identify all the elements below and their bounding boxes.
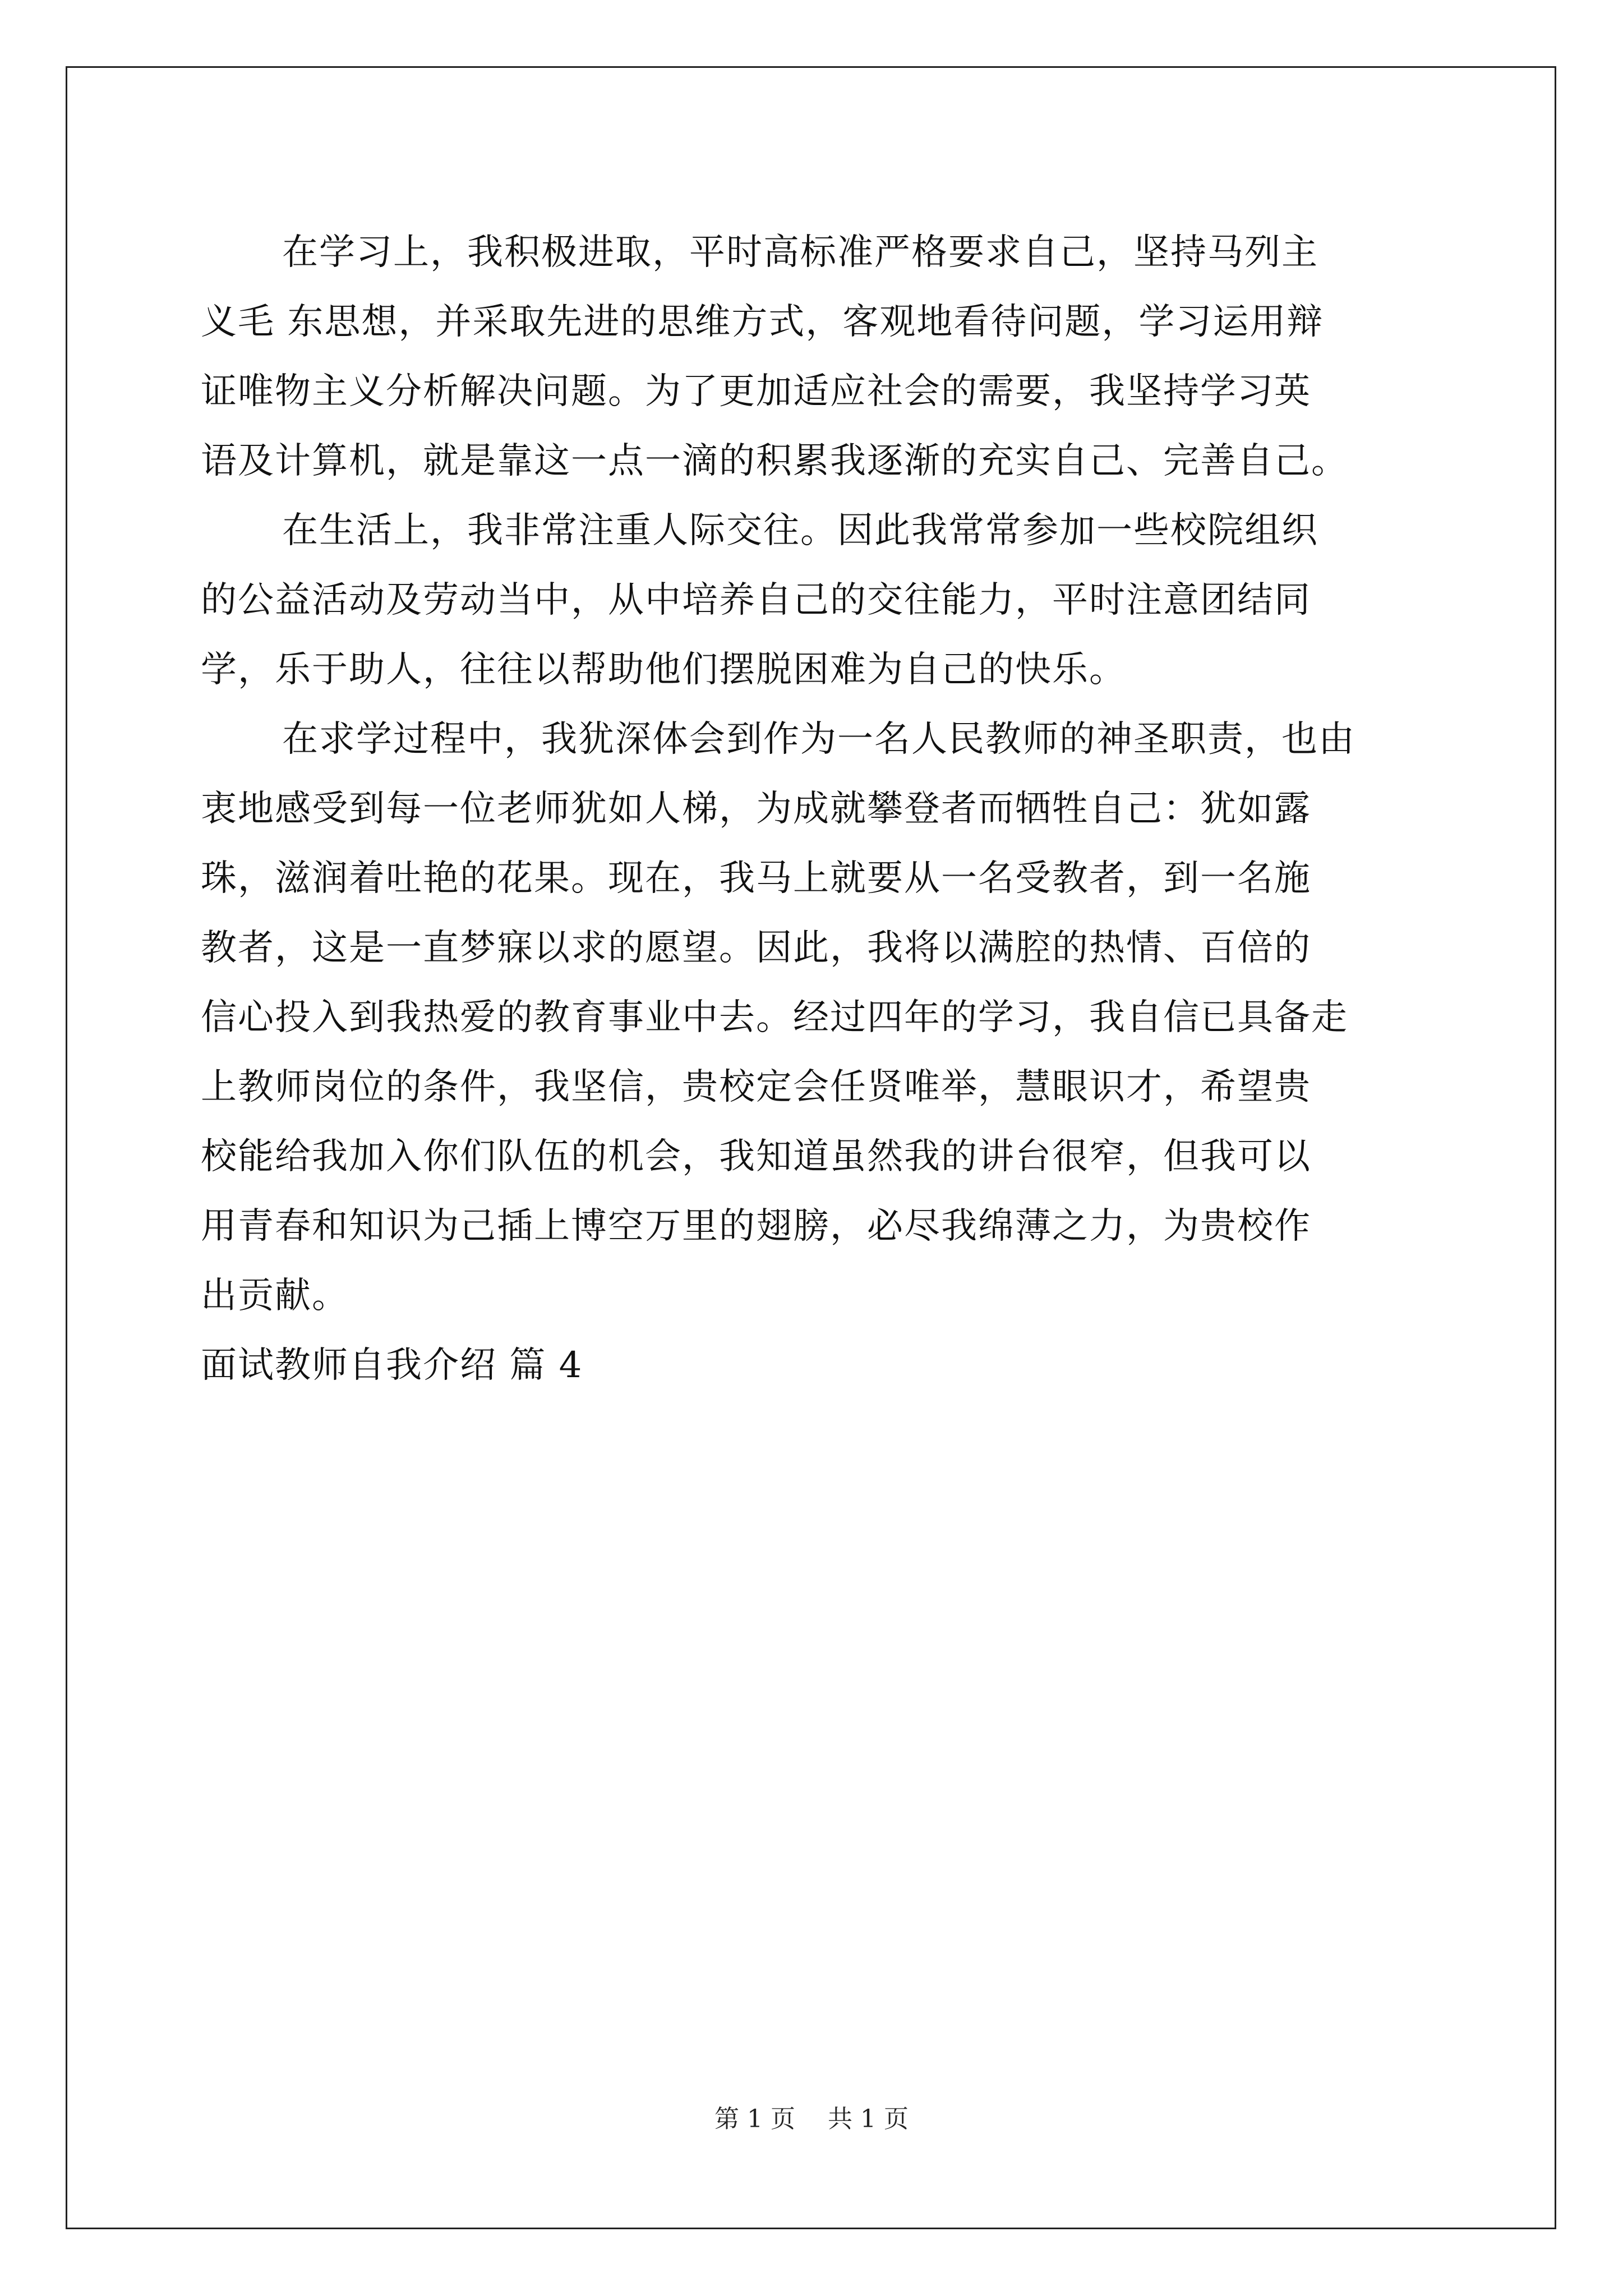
paragraph-2-line-3: 学，乐于助人，往往以帮助他们摆脱困难为自己的快乐。 (201, 649, 1126, 691)
page-footer (0, 2102, 1623, 2136)
paragraph-3-line-4: 教者，这是一直梦寐以求的愿望。因此，我将以满腔的热情、百倍的 (201, 927, 1311, 969)
paragraph-3-line-8: 用青春和知识为己插上博空万里的翅膀，必尽我绵薄之力，为贵校作 (201, 1205, 1311, 1247)
paragraph-3-line-7: 校能给我加入你们队伍的机会，我知道虽然我的讲台很窄，但我可以 (201, 1136, 1311, 1177)
paragraph-1-line-2: 义毛 东思想，并采取先进的思维方式，客观地看待问题，学习运用辩 (201, 301, 1324, 343)
paragraph-3-line-6: 上教师岗位的条件，我坚信，贵校定会任贤唯举，慧眼识才，希望贵 (201, 1066, 1311, 1108)
paragraph-3-line-9: 出贡献。 (201, 1275, 349, 1317)
section-heading: 面试教师自我介绍 篇 4 (201, 1345, 583, 1386)
paragraph-3-line-5: 信心投入到我热爱的教育事业中去。经过四年的学习，我自信已具备走 (201, 997, 1348, 1038)
paragraph-1-line-1: 在学习上，我积极进取，平时高标准严格要求自己，坚持马列主 (282, 232, 1318, 273)
page-number-current: 第 1 页 (714, 2105, 795, 2133)
paragraph-2-line-1: 在生活上，我非常注重人际交往。因此我常常参加一些校院组织 (282, 510, 1318, 551)
paragraph-1-line-3: 证唯物主义分析解决问题。为了更加适应社会的需要，我坚持学习英 (201, 371, 1311, 412)
page-number-total: 共 1 页 (828, 2105, 909, 2133)
paragraph-2-line-2: 的公益活动及劳动当中，从中培养自己的交往能力，平时注意团结同 (201, 579, 1311, 621)
paragraph-3-line-1: 在求学过程中，我犹深体会到作为一名人民教师的神圣职责，也由 (282, 719, 1355, 760)
paragraph-1-line-4: 语及计算机，就是靠这一点一滴的积累我逐渐的充实自己、完善自己。 (201, 440, 1348, 482)
paragraph-3-line-3: 珠，滋润着吐艳的花果。现在，我马上就要从一名受教者，到一名施 (201, 858, 1311, 899)
paragraph-3-line-2: 衷地感受到每一位老师犹如人梯，为成就攀登者而牺牲自己：犹如露 (201, 788, 1311, 830)
